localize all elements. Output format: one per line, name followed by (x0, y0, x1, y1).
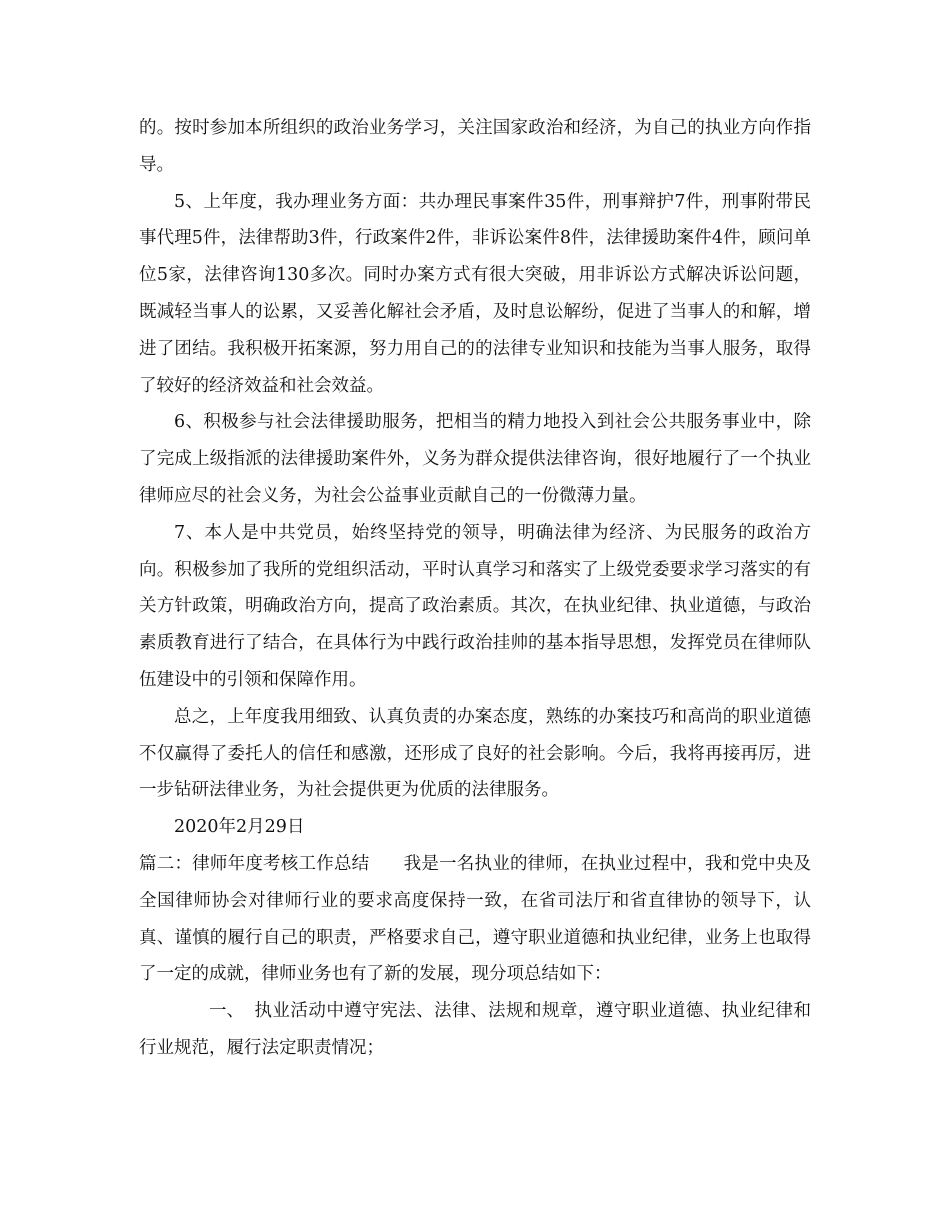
paragraph-item-7: 7、本人是中共党员，始终坚持党的领导，明确法律为经济、为民服务的政治方向。积极参加了我所的党组织活动，平时认真学习和落实了上级党委要求学习落实的有关方针政策，明确政治方向，提高了政治素质。其次，在执业纪律、执业道德，与政治素质教育进行了结合，在具体行为中践行政治挂帅的基本指导思想，发挥党员在律师队伍建设中的引领和保障作用。 (139, 522, 811, 690)
paragraph-item-5: 5、上年度，我办理业务方面：共办理民事案件35件，刑事辩护7件，刑事附带民事代理5件，法律帮助3件，行政案件2件，非诉讼案件8件，法律援助案件4件，顾问单位5家，法律咨询130多次。同时办案方式有很大突破，用非诉讼方式解决诉讼问题，既减轻当事人的讼累，又妥善化解社会矛盾，及时息讼解纷，促进了当事人的和解，增进了团结。我积极开拓案源，努力用自己的的法律专业知识和技能为当事人服务，取得了较好的经济效益和社会效益。 (139, 191, 811, 396)
section-two-body: 我是一名执业的律师，在执业过程中，我和党中央及全国律师协会对律师行业的要求高度保持一致，在省司法厅和省直律协的领导下，认真、谨慎的履行自己的职责，严格要求自己，遵守职业道德和执业纪律，业务上也取得了一定的成就，律师业务也有了新的发展，现分项总结如下： (139, 853, 812, 985)
paragraph-summary: 总之，上年度我用细致、认真负责的办案态度，熟练的办案技巧和高尚的职业道德不仅赢得了委托人的信任和感激，还形成了良好的社会影响。今后，我将再接再厉，进一步钻研法律业务，为社会提供更为优质的法律服务。 (139, 706, 811, 801)
document-date: 2020年2月29日 (174, 817, 305, 838)
list-item-one (139, 993, 811, 1067)
paragraph-item-6: 6、积极参与社会法律援助服务，把相当的精力地投入到社会公共服务事业中，除了完成上级指派的法律援助案件外，义务为群众提供法律咨询，很好地履行了一个执业律师应尽的社会义务，为社会公益事业贡献自己的一份微薄力量。 (139, 412, 811, 506)
list-item-number: 一、 (209, 1001, 244, 1022)
document-page (139, 110, 811, 1067)
section-two-heading: 篇二：律师年度考核工作总结 (139, 853, 370, 874)
list-item-text: 执业活动中遵守宪法、法律、法规和规章，遵守职业道德、执业纪律和行业规范，履行法定职责情况； (139, 1001, 811, 1058)
paragraph-continuation: 的。按时参加本所组织的政治业务学习，关注国家政治和经济，为自己的执业方向作指导。 (139, 118, 811, 175)
section-two (139, 846, 811, 993)
